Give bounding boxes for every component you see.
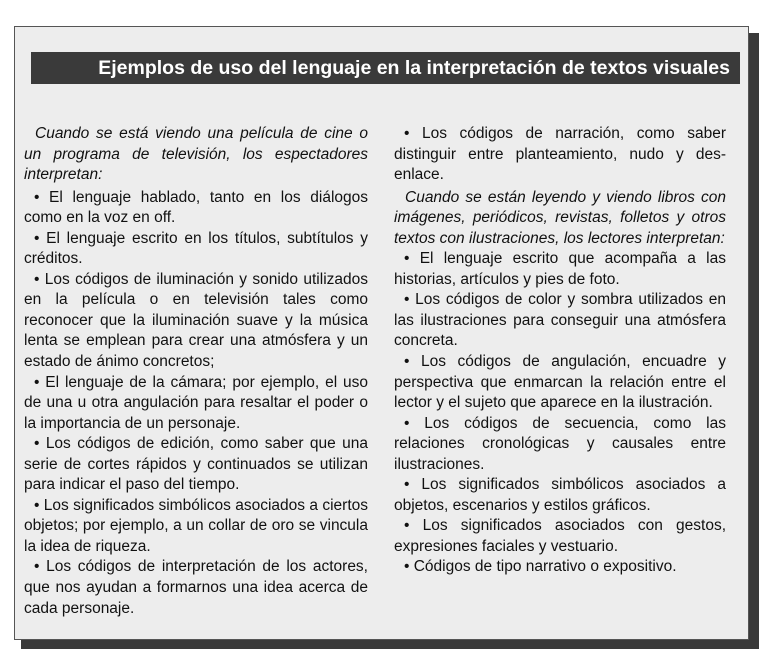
right-item-angulation: • Los códigos de angulación, encuadre y perspectiva que enmarcan la relación entre el lector y el sujeto que aparece en la ilustración. [394, 353, 726, 412]
right-item-narrative-codes: • Códigos de tipo narrativo o expositivo. [404, 558, 677, 576]
right-item-color-shadow: • Los códigos de color y sombra utilizados en las ilustraciones para conseguir una atmósfera concreta. [394, 291, 726, 350]
left-item-symbolic-meanings: • Los significados simbólicos asociados a ciertos objetos; por ejemplo, a un collar de oro se vincula la idea de riqueza. [24, 496, 368, 555]
right-item-gestures: • Los significados asociados con gestos, expresiones faciales y vestuario. [394, 517, 726, 555]
left-item-camera-language: • El lenguaje de la cámara; por ejemplo, el uso de una u otra angulación para resaltar el poder o la importancia de un personaje. [24, 373, 368, 432]
left-item-spoken-language: • El lenguaje hablado, tanto en los diálogos como en la voz en off. [24, 188, 368, 227]
left-intro: Cuando se está viendo una película de cine o un programa de televisión, los espectadores interpretan: [24, 125, 368, 184]
right-item-sequence-codes: • Los códigos de secuencia, como las relaciones cronológicas y causales entre ilustraciones. [394, 414, 726, 473]
left-item-lighting-sound: • Los códigos de iluminación y sonido utilizados en la película o en televisión tales como reconocer que la iluminación suave y la música lenta se emplean para crear una atmósfera y un estado de ánimo concretos; [24, 270, 368, 371]
right-column [394, 124, 726, 578]
left-column [24, 124, 368, 619]
left-item-written-language: • El lenguaje escrito en los títulos, subtítulos y créditos. [24, 229, 368, 268]
left-item-editing-codes: • Los códigos de edición, como saber que una serie de cortes rápidos y continuados se utilizan para indicar el paso del tiempo. [24, 435, 368, 494]
right-item-narration-codes: • Los códigos de narración, como saber distinguir entre planteamiento, nudo y desenlace. [394, 125, 726, 184]
right-intro: Cuando se están leyendo y viendo libros con imágenes, periódicos, revistas, folletos y otros textos con ilustraciones, los lectores interpretan: [394, 188, 726, 247]
box-title: Ejemplos de uso del lenguaje en la interpretación de textos visuales [31, 52, 740, 84]
left-item-acting-codes: • Los códigos de interpretación de los actores, que nos ayudan a formarnos una idea acerca de cada personaje. [24, 558, 368, 617]
right-item-symbolic-meanings: • Los significados simbólicos asociados a objetos, escenarios y estilos gráficos. [394, 476, 726, 514]
right-item-written-language: • El lenguaje escrito que acompaña a las historias, artículos y pies de foto. [394, 250, 726, 288]
